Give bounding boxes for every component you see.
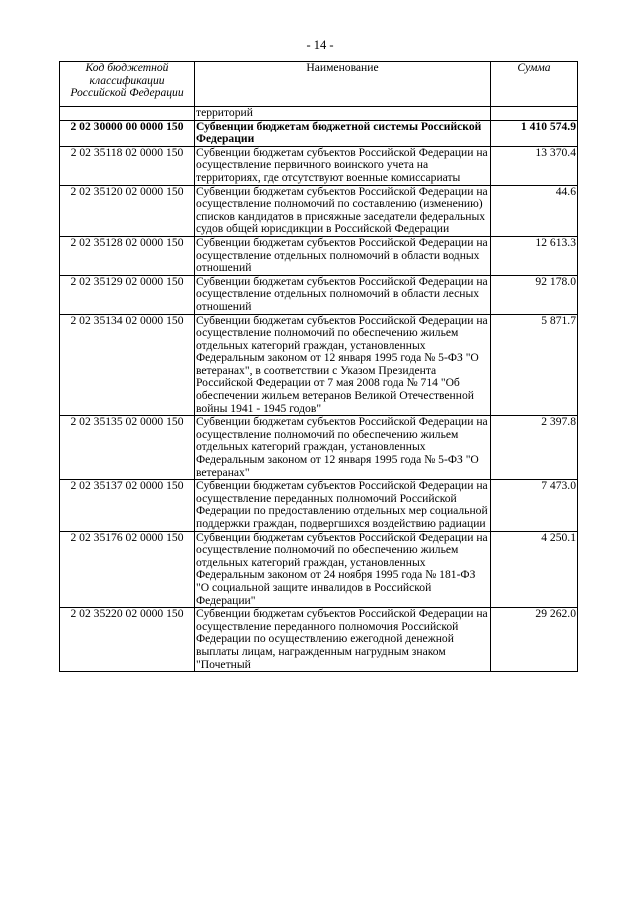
sum-cell: 29 262.0 — [491, 608, 578, 672]
table-row — [60, 608, 578, 672]
name-cell: Субвенции бюджетам субъектов Российской Федерации на осуществление отдельных полномочий в области лесных отношений — [195, 275, 491, 314]
continuation-code-cell — [60, 107, 195, 121]
table-row — [60, 120, 578, 146]
name-cell: Субвенции бюджетам бюджетной системы Российской Федерации — [195, 120, 491, 146]
code-cell: 2 02 35220 02 0000 150 — [60, 608, 195, 672]
sum-cell: 1 410 574.9 — [491, 120, 578, 146]
code-cell: 2 02 35135 02 0000 150 — [60, 416, 195, 480]
continuation-row — [60, 107, 578, 121]
table-row — [60, 146, 578, 185]
sum-cell: 4 250.1 — [491, 531, 578, 608]
table-row — [60, 314, 578, 416]
code-cell: 2 02 35176 02 0000 150 — [60, 531, 195, 608]
sum-cell: 2 397.8 — [491, 416, 578, 480]
header-code: Код бюджетной классификации Российской Федерации — [60, 62, 195, 107]
page-number: - 14 - — [306, 38, 334, 52]
budget-table — [59, 61, 578, 672]
table-header — [60, 62, 578, 107]
name-cell: Субвенции бюджетам субъектов Российской Федерации на осуществление полномочий по обеспечению жильем отдельных категорий граждан, установленных Федеральным законом от 12 января 1995 года № 5-ФЗ "О ветеранах" — [195, 416, 491, 480]
sum-cell: 12 613.3 — [491, 236, 578, 275]
sum-cell: 44.6 — [491, 185, 578, 236]
table-row — [60, 480, 578, 531]
name-cell: Субвенции бюджетам субъектов Российской Федерации на осуществление полномочий по обеспечению жильем отдельных категорий граждан, установленных Федеральным законом от 24 ноября 1995 года № 181-ФЗ "О социальной защите инвалидов в Российской Федерации" — [195, 531, 491, 608]
table-row — [60, 275, 578, 314]
header-name: Наименование — [195, 62, 491, 107]
name-cell: Субвенции бюджетам субъектов Российской Федерации на осуществление переданного полномочия Российской Федерации по осуществлению ежегодной денежной выплаты лицам, награжденным нагрудным знаком "Почетный — [195, 608, 491, 672]
code-cell: 2 02 30000 00 0000 150 — [60, 120, 195, 146]
name-cell: Субвенции бюджетам субъектов Российской Федерации на осуществление первичного воинского учета на территориях, где отсутствуют военные комиссариаты — [195, 146, 491, 185]
sum-cell: 5 871.7 — [491, 314, 578, 416]
continuation-name-cell: территорий — [195, 107, 491, 121]
code-cell: 2 02 35129 02 0000 150 — [60, 275, 195, 314]
table-row — [60, 416, 578, 480]
table-row — [60, 185, 578, 236]
code-cell: 2 02 35118 02 0000 150 — [60, 146, 195, 185]
sum-cell: 13 370.4 — [491, 146, 578, 185]
name-cell: Субвенции бюджетам субъектов Российской Федерации на осуществление отдельных полномочий в области водных отношений — [195, 236, 491, 275]
name-cell: Субвенции бюджетам субъектов Российской Федерации на осуществление полномочий по составлению (изменению) списков кандидатов в присяжные заседатели федеральных судов общей юрисдикции в Российской Федерации — [195, 185, 491, 236]
name-cell: Субвенции бюджетам субъектов Российской Федерации на осуществление переданных полномочий Российской Федерации по предоставлению отдельных мер социальной поддержки граждан, подвергшихся воздействию радиации — [195, 480, 491, 531]
table-row — [60, 236, 578, 275]
code-cell: 2 02 35128 02 0000 150 — [60, 236, 195, 275]
code-cell: 2 02 35137 02 0000 150 — [60, 480, 195, 531]
code-cell: 2 02 35120 02 0000 150 — [60, 185, 195, 236]
code-cell: 2 02 35134 02 0000 150 — [60, 314, 195, 416]
table-body — [60, 107, 578, 672]
sum-cell: 7 473.0 — [491, 480, 578, 531]
table-row — [60, 531, 578, 608]
sum-cell: 92 178.0 — [491, 275, 578, 314]
header-sum: Сумма — [491, 62, 578, 107]
continuation-sum-cell — [491, 107, 578, 121]
name-cell: Субвенции бюджетам субъектов Российской Федерации на осуществление полномочий по обеспечению жильем отдельных категорий граждан, установленных Федеральным законом от 12 января 1995 года № 5-ФЗ "О ветеранах", в соответствии с Указом Президента Российской Федерации от 7 мая 2008 года № 714 "Об обеспечении жильем ветеранов Великой Отечественной войны 1941 - 1945 годов" — [195, 314, 491, 416]
